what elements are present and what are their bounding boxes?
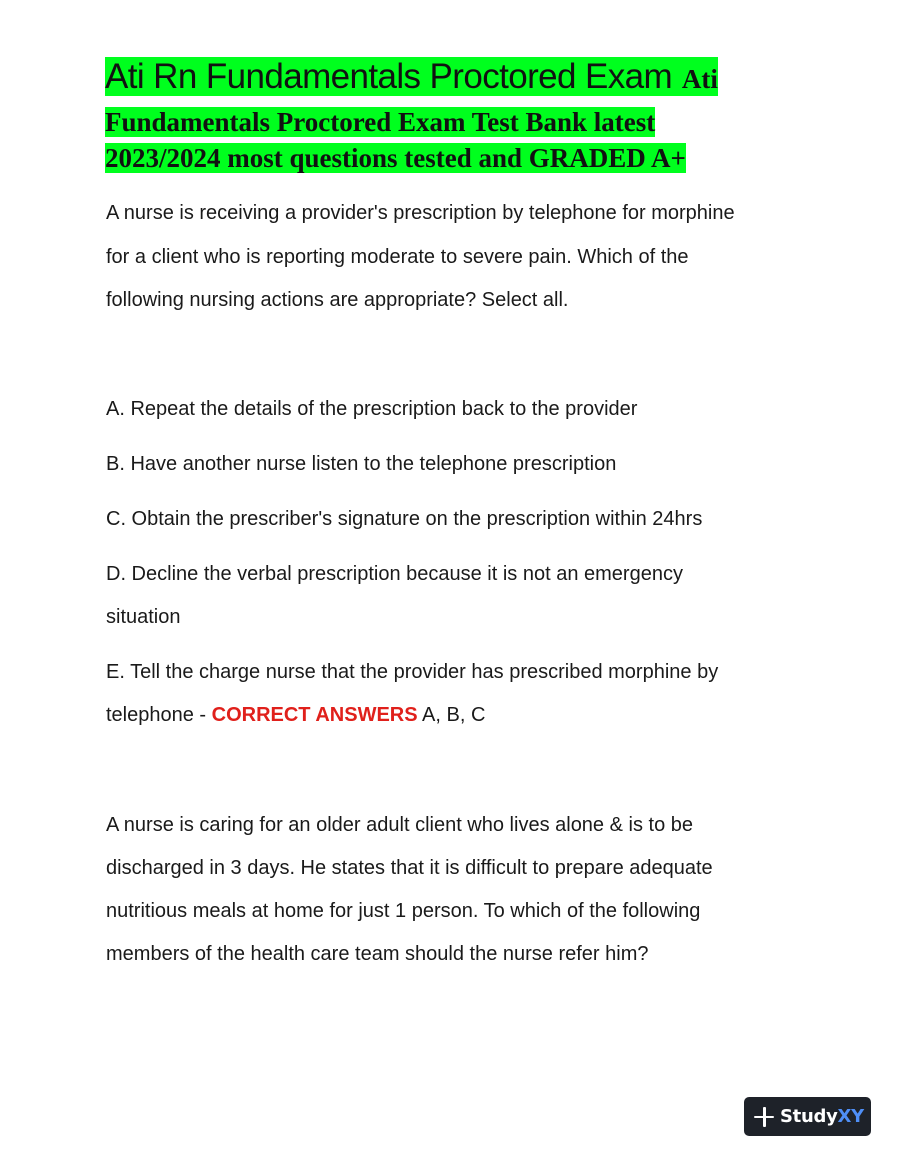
q1-option-e-prefix: telephone - bbox=[106, 704, 212, 726]
q1-stem-line-1: A nurse is receiving a provider's prescription by telephone for morphine bbox=[106, 202, 735, 224]
q1-option-a: A. Repeat the details of the prescription back to the provider bbox=[106, 398, 638, 420]
q2-stem-line-4: members of the health care team should the nurse refer him? bbox=[106, 943, 649, 965]
q1-option-e-line-1: E. Tell the charge nurse that the provider has prescribed morphine by bbox=[106, 661, 719, 683]
title-line-2 bbox=[105, 104, 785, 140]
studyxy-badge[interactable] bbox=[744, 1097, 871, 1136]
document-title bbox=[105, 52, 785, 176]
title-line-3-text: 2023/2024 most questions tested and GRADED A+ bbox=[105, 143, 686, 173]
q1-option-d-line-2: situation bbox=[106, 606, 181, 628]
q1-option-d-line-1: D. Decline the verbal prescription because it is not an emergency bbox=[106, 563, 683, 585]
correct-answers-label: CORRECT ANSWERS bbox=[211, 704, 418, 726]
q1-stem-line-3: following nursing actions are appropriate? Select all. bbox=[106, 289, 569, 311]
brand-accent: XY bbox=[837, 1106, 864, 1127]
q2-stem-line-3: nutritious meals at home for just 1 person. To which of the following bbox=[106, 900, 701, 922]
q2-stem-line-1: A nurse is caring for an older adult client who lives alone & is to be bbox=[106, 814, 693, 836]
q1-stem-line-2: for a client who is reporting moderate to severe pain. Which of the bbox=[106, 246, 689, 268]
q1-answer: A, B, C bbox=[417, 704, 486, 726]
studyxy-logo-text bbox=[780, 1106, 864, 1127]
brand-main: Study bbox=[780, 1106, 838, 1127]
q1-option-e-line-2 bbox=[106, 694, 806, 738]
q1-option-b: B. Have another nurse listen to the telephone prescription bbox=[106, 453, 617, 475]
title-serif-part: Ati bbox=[681, 64, 718, 94]
title-line-1 bbox=[105, 52, 785, 104]
q2-stem-line-2: discharged in 3 days. He states that it is difficult to prepare adequate bbox=[106, 857, 713, 879]
title-line-3 bbox=[105, 140, 785, 176]
plus-icon bbox=[754, 1107, 774, 1127]
q1-option-c: C. Obtain the prescriber's signature on the prescription within 24hrs bbox=[106, 508, 703, 530]
title-sans-part: Ati Rn Fundamentals Proctored Exam bbox=[105, 57, 673, 96]
title-line-2-text: Fundamentals Proctored Exam Test Bank latest bbox=[105, 107, 656, 137]
